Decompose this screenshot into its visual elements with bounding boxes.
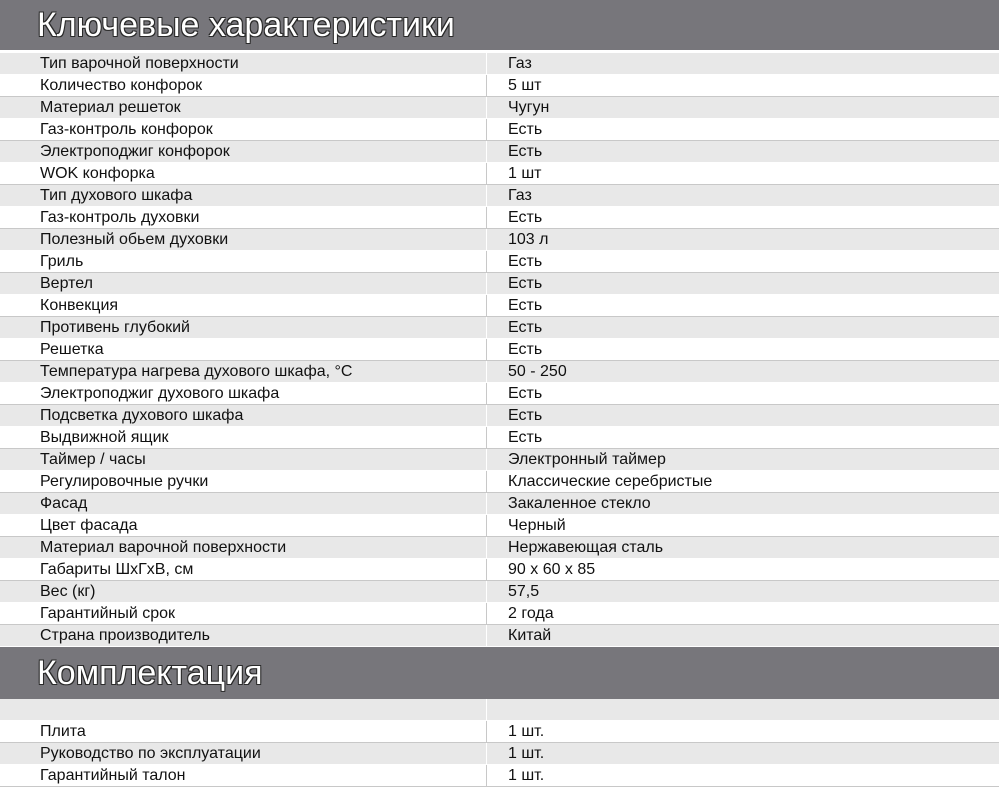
table-row [0,383,999,405]
row-label: Материал решеток [0,97,487,119]
table-row [0,163,999,185]
row-label: Таймер / часы [0,449,487,471]
row-label: Температура нагрева духового шкафа, °C [0,361,487,383]
row-value: Есть [487,295,999,317]
package-table-body [0,699,999,787]
row-label: Полезный обьем духовки [0,229,487,251]
table-row [0,581,999,603]
table-row [0,493,999,515]
specs-table-body [0,53,999,647]
table-row [0,405,999,427]
table-row [0,449,999,471]
package-header: Комплектация [0,647,999,699]
row-label: Конвекция [0,295,487,317]
table-row [0,185,999,207]
row-value: Нержавеющая сталь [487,537,999,559]
table-row [0,721,999,743]
table-row [0,141,999,163]
row-value: Китай [487,625,999,647]
table-row [0,229,999,251]
package-section [0,647,999,787]
row-label: Выдвижной ящик [0,427,487,449]
row-value: Есть [487,383,999,405]
row-label: Тип духового шкафа [0,185,487,207]
row-value: Электронный таймер [487,449,999,471]
table-row [0,75,999,97]
row-value: 1 шт. [487,765,999,787]
row-label: Материал варочной поверхности [0,537,487,559]
row-label: Цвет фасада [0,515,487,537]
table-row [0,515,999,537]
row-label: Габариты ШхГхВ, см [0,559,487,581]
row-value: 50 - 250 [487,361,999,383]
row-label: WOK конфорка [0,163,487,185]
table-row [0,339,999,361]
row-label: Гриль [0,251,487,273]
table-row [0,603,999,625]
table-row [0,427,999,449]
row-label: Подсветка духового шкафа [0,405,487,427]
row-label: Плита [0,721,487,743]
row-label: Газ-контроль конфорок [0,119,487,141]
row-value: Есть [487,141,999,163]
row-label: Страна производитель [0,625,487,647]
row-value: Закаленное стекло [487,493,999,515]
row-label: Газ-контроль духовки [0,207,487,229]
table-row [0,361,999,383]
row-value: Чугун [487,97,999,119]
row-value: Газ [487,53,999,75]
row-value: Классические серебристые [487,471,999,493]
package-table [0,699,999,787]
row-value: 5 шт [487,75,999,97]
row-value: Есть [487,251,999,273]
table-row [0,743,999,765]
row-label: Тип варочной поверхности [0,53,487,75]
specs-table [0,53,999,647]
row-value: Есть [487,339,999,361]
table-row [0,53,999,75]
row-value: Есть [487,317,999,339]
specs-header: Ключевые характеристики [0,0,999,50]
table-row [0,251,999,273]
table-row [0,471,999,493]
table-row [0,317,999,339]
row-value: 1 шт [487,163,999,185]
row-value: Есть [487,273,999,295]
table-row [0,273,999,295]
row-value: 1 шт. [487,743,999,765]
row-label: Количество конфорок [0,75,487,97]
row-value: 2 года [487,603,999,625]
table-row [0,295,999,317]
row-value [487,699,999,721]
row-value: 90 х 60 х 85 [487,559,999,581]
table-row [0,97,999,119]
row-label: Противень глубокий [0,317,487,339]
row-value: Есть [487,427,999,449]
table-row [0,537,999,559]
row-label: Гарантийный талон [0,765,487,787]
row-value: 1 шт. [487,721,999,743]
row-value: Есть [487,405,999,427]
row-value: Черный [487,515,999,537]
row-label: Электроподжиг духового шкафа [0,383,487,405]
row-value: Есть [487,119,999,141]
row-value: Газ [487,185,999,207]
row-label: Электроподжиг конфорок [0,141,487,163]
table-row [0,207,999,229]
table-row [0,699,999,721]
row-label: Гарантийный срок [0,603,487,625]
table-row [0,765,999,787]
row-label: Регулировочные ручки [0,471,487,493]
table-row [0,559,999,581]
row-label: Решетка [0,339,487,361]
table-row [0,625,999,647]
row-label [0,699,487,721]
row-value: 103 л [487,229,999,251]
row-value: 57,5 [487,581,999,603]
row-label: Вес (кг) [0,581,487,603]
row-label: Руководство по эксплуатации [0,743,487,765]
row-value: Есть [487,207,999,229]
table-row [0,119,999,141]
row-label: Фасад [0,493,487,515]
row-label: Вертел [0,273,487,295]
